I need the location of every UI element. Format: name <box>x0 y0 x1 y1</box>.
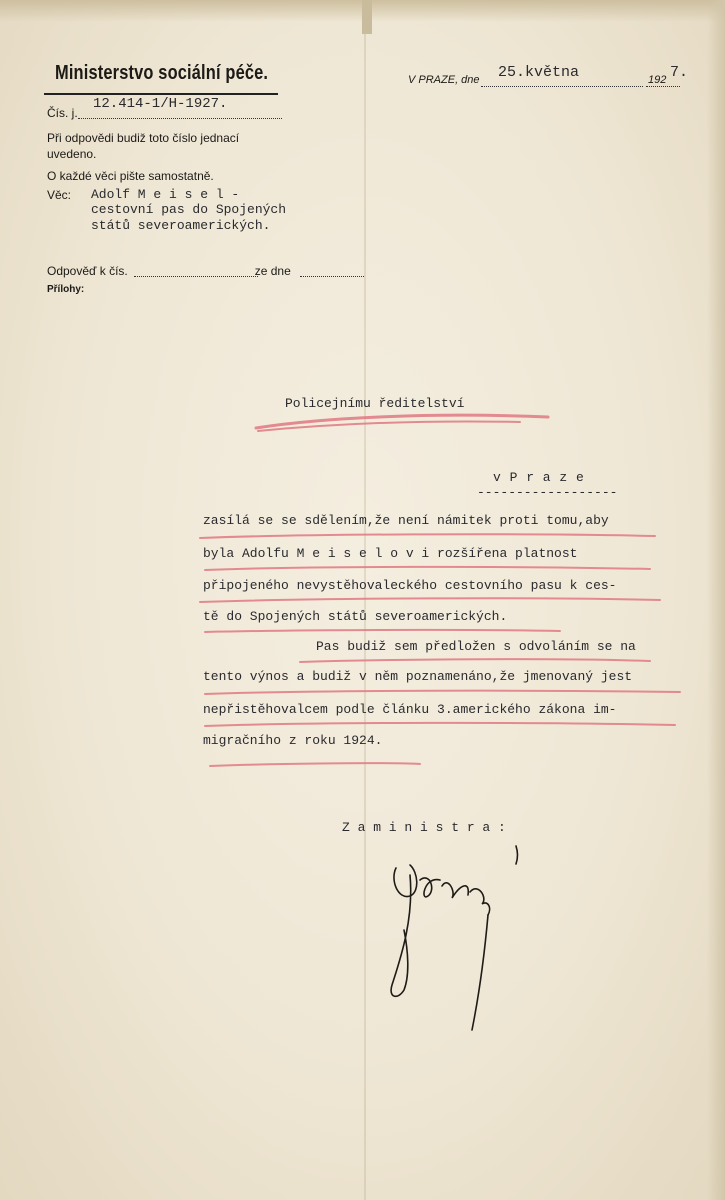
reference-label: Čís. j. <box>47 106 78 120</box>
subject-line-3: států severoamerických. <box>91 218 271 233</box>
body-red-underline-7 <box>205 723 675 726</box>
body-line-8: migračního z roku 1924. <box>203 733 383 748</box>
body-red-underline-2 <box>205 567 650 570</box>
addressee-name: Policejnímu ředitelství <box>285 396 465 411</box>
body-red-underline-6 <box>205 691 680 694</box>
body-line-3: připojeného nevystěhovaleckého cestovního pasu k ces- <box>203 578 617 593</box>
body-red-underline-1 <box>200 534 655 538</box>
body-red-underline-5 <box>300 659 650 662</box>
reply-number-label: Odpověď k čís. <box>47 264 128 278</box>
year-prefix: 192 <box>648 74 667 86</box>
ministry-heading: Ministerstvo sociální péče. <box>55 62 269 84</box>
body-red-underline-4 <box>205 630 560 632</box>
signature <box>391 846 517 1030</box>
body-line-5: Pas budiž sem předložen s odvoláním se na <box>316 639 636 654</box>
attachments-label: Přílohy: <box>47 284 85 295</box>
addressee-underline: ------------------ <box>477 485 618 500</box>
body-line-1: zasílá se se sdělením,že není námitek proti tomu,aby <box>203 513 609 528</box>
body-red-underline-8 <box>210 763 420 766</box>
subject-label: Věc: <box>47 188 72 202</box>
instruction-line-2: uvedeno. <box>47 147 97 161</box>
reference-number: 12.414-1/H-1927. <box>93 96 228 112</box>
addressee-city: v P r a z e <box>493 470 585 485</box>
instruction-line-3: O každé věci pište samostatně. <box>47 169 214 183</box>
reply-date-label: ze dne <box>254 264 291 278</box>
body-line-4: tě do Spojených států severoamerických. <box>203 609 508 624</box>
body-red-underline-3 <box>200 598 660 602</box>
red-pencil-marks <box>200 415 680 766</box>
date-value: 25.května <box>498 64 580 81</box>
year-digit: 7. <box>670 64 689 81</box>
body-line-6: tento výnos a budiž v něm poznamenáno,že jmenovaný jest <box>203 669 633 684</box>
body-line-7: nepřistěhovalcem podle článku 3.amerického zákona im- <box>203 702 617 717</box>
subject-line-2: cestovní pas do Spojených <box>91 202 287 217</box>
place-label: V PRAZE, dne <box>408 74 480 86</box>
body-line-2: byla Adolfu M e i s e l o v i rozšířena platnost <box>203 546 578 561</box>
instruction-line-1: Při odpovědi budiž toto číslo jednací <box>47 131 240 145</box>
subject-line-1: Adolf M e i s e l - <box>91 187 240 202</box>
for-minister-label: Z a m i n i s t r a : <box>342 820 506 835</box>
